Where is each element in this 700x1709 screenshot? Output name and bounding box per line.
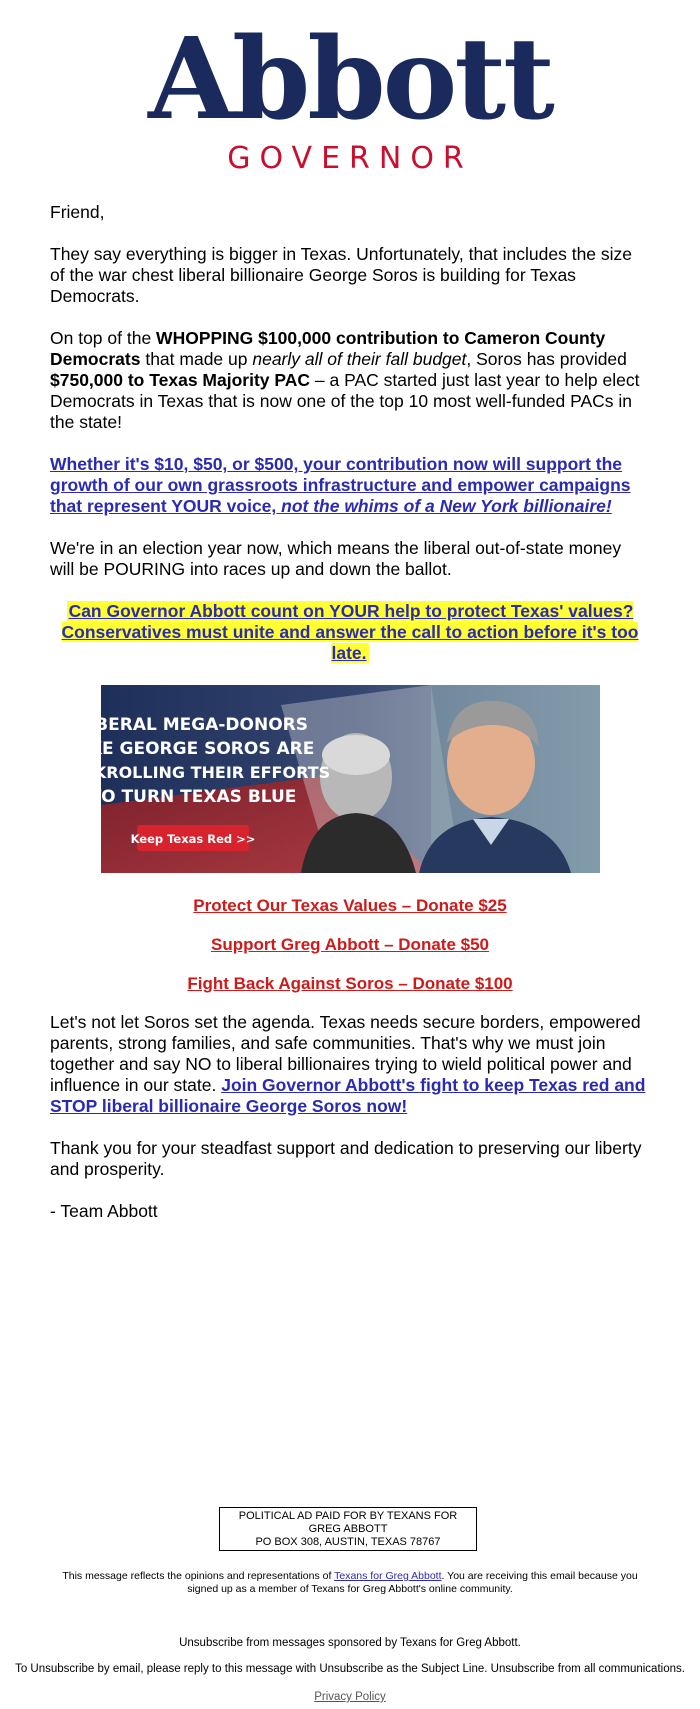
unsubscribe-email-instructions[interactable]: To Unsubscribe by email, please reply to this message with Unsubscribe as the Subject Line. Unsubscribe from all communications.	[15, 1663, 685, 1675]
logo-wordmark: Abbott	[148, 14, 552, 145]
paragraph-thanks: Thank you for your steadfast support and dedication to preserving our liberty and prosperity.	[50, 1138, 642, 1179]
contribution-link[interactable]: Whether it's $10, $50, or $500, your contribution now will support the growth of our own grassroots infrastructure and empower campaigns that represent YOUR voice, not the whims of a New York billionaire!	[50, 454, 631, 516]
banner-line-3: BANKROLLING THEIR EFFORTS	[55, 763, 330, 782]
paragraph-contribution	[50, 454, 650, 517]
paragraph-intro: They say everything is bigger in Texas. Unfortunately, that includes the size of the war chest liberal billionaire George Soros is building for Texas Democrats.	[50, 244, 633, 306]
donate-50-link[interactable]: Support Greg Abbott – Donate $50	[210, 935, 489, 954]
paragraph-soros: On top of the WHOPPING $100,000 contribution to Cameron County Democrats that made up nearly all of their fall budget, Soros has provided $750,000 to Texas Majority PAC – a PAC started just last year to help elect Democrats in Texas that is now one of the top 10 most well-funded PACs in the state!	[50, 328, 640, 432]
highlight-cta-paragraph	[50, 601, 650, 664]
privacy-policy	[0, 1690, 700, 1704]
join-fight-link[interactable]: Join Governor Abbott's fight to keep Texas red and STOP liberal billionaire George Soros now!	[50, 1075, 646, 1116]
paragraph-agenda: Let's not let Soros set the agenda. Texas needs secure borders, empowered parents, strong families, and safe communities. That's why we must join together and say NO to liberal billionaires trying to wield political power and influence in our state. Join Governor Abbott's fight to keep Texas red and STOP liberal billionaire George Soros now!	[50, 1012, 646, 1116]
paid-for-disclaimer: POLITICAL AD PAID FOR BY TEXANS FOR GREG ABBOTT PO BOX 308, AUSTIN, TEXAS 78767	[219, 1507, 477, 1551]
signoff: - Team Abbott	[50, 1201, 158, 1221]
banner-line-1: LIBERAL MEGA-DONORS	[77, 715, 308, 735]
texans-for-greg-abbott-link[interactable]: Texans for Greg Abbott	[334, 1570, 442, 1582]
logo	[0, 14, 700, 178]
privacy-policy-link[interactable]: Privacy Policy	[314, 1691, 386, 1703]
banner-line-2: LIKE GEORGE SOROS ARE	[71, 739, 314, 759]
footer-message: This message reflects the opinions and representations of Texans for Greg Abbott. You are receiving this email because you signed up as a member of Texans for Greg Abbott's online community.	[62, 1570, 638, 1595]
donate-100-link[interactable]: Fight Back Against Soros – Donate $100	[187, 974, 513, 993]
abbott-governor-logo	[115, 14, 585, 178]
donate-25-link[interactable]: Protect Our Texas Values – Donate $25	[193, 896, 507, 915]
highlight-cta-link[interactable]: Can Governor Abbott count on YOUR help to protect Texas' values? Conservatives must unite and answer the call to action before it's too late.	[61, 601, 639, 663]
greeting: Friend,	[50, 202, 105, 222]
unsubscribe-sponsored-link[interactable]: Unsubscribe from messages sponsored by Texans for Greg Abbott.	[179, 1637, 521, 1649]
soros-banner-image[interactable]	[55, 685, 600, 873]
email-body	[50, 202, 650, 1243]
paragraph-election: We're in an election year now, which means the liberal out-of-state money will be POURING into races up and down the ballot.	[50, 538, 622, 579]
banner-line-4: TO TURN TEXAS BLUE	[89, 787, 296, 807]
banner-graphic	[55, 685, 600, 873]
keep-texas-red-label: Keep Texas Red >>	[130, 832, 255, 846]
logo-subtitle: GOVERNOR	[227, 141, 473, 176]
